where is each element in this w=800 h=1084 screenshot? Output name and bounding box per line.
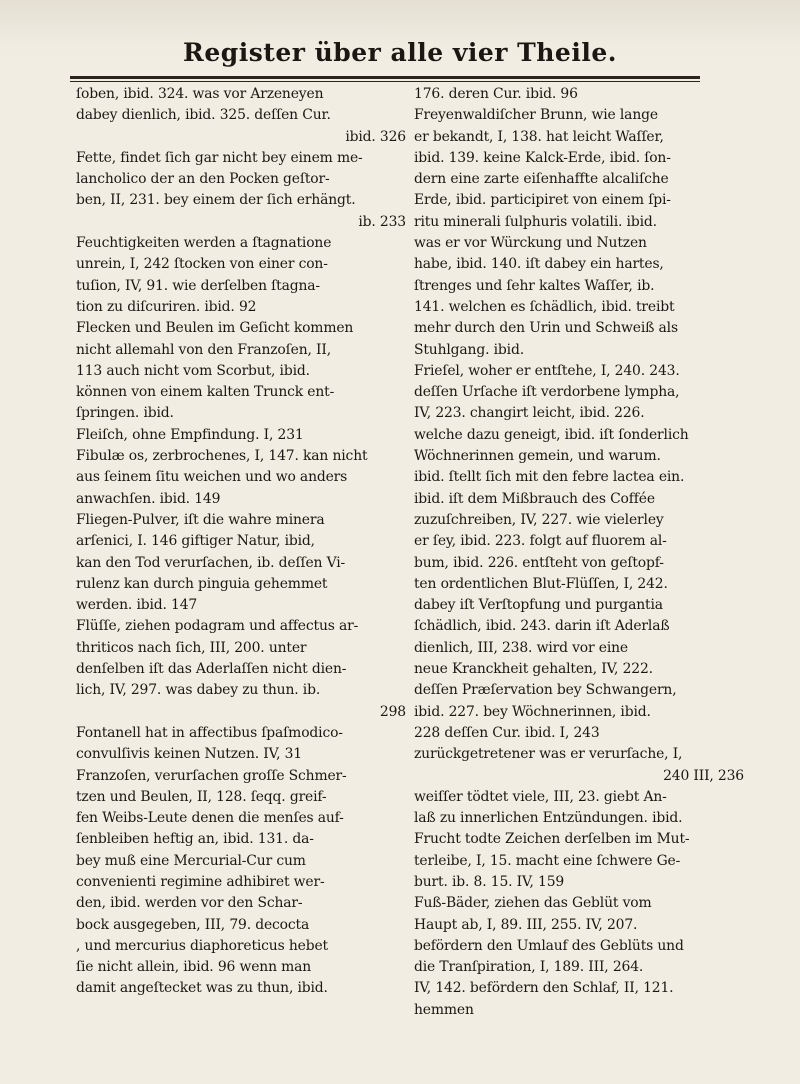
index-line: ibid. 326: [345, 128, 406, 145]
index-line: bum, ibid. 226. entſteht von geſtopf-: [414, 554, 664, 571]
page-header: Register über alle vier Theile.: [183, 38, 617, 67]
index-line: kan den Tod verurſachen, ib. deſſen Vi-: [76, 554, 346, 571]
index-line: er bekandt, I, 138. hat leicht Waſſer,: [414, 128, 664, 145]
index-line: IV, 142. befördern den Schlaf, II, 121.: [414, 980, 674, 997]
index-line: Stuhlgang. ibid.: [414, 341, 524, 358]
index-line: 141. welchen es ſchädlich, ibid. treibt: [414, 298, 675, 315]
index-line: lancholico der an den Pocken geſtor-: [76, 171, 330, 188]
index-line: welche dazu geneigt, ibid. iſt ſonderlich: [414, 426, 689, 443]
index-line: ibid. iſt dem Mißbrauch des Coffée: [414, 490, 655, 507]
index-line: aus ſeinem ſitu weichen und wo anders: [76, 469, 348, 486]
index-line: mehr durch den Urin und Schweiß als: [414, 320, 678, 337]
index-line: ibid. 139. keine Kalck-Erde, ibid. ſon-: [414, 149, 671, 166]
index-line: convenienti regimine adhibiret wer-: [76, 873, 325, 890]
left-column: [76, 84, 406, 1074]
index-line: ſtrenges und ſehr kaltes Waſſer, ib.: [414, 277, 655, 294]
index-line: neue Kranckheit gehalten, IV, 222.: [414, 661, 653, 678]
index-line: unrein, I, 242 ſtocken von einer con-: [76, 256, 328, 273]
index-line: lich, IV, 297. was dabey zu thun. ib.: [76, 682, 321, 699]
index-line: ſoben, ibid. 324. was vor Arzeneyen: [76, 86, 324, 102]
index-line: nicht allemahl von den Franzoſen, II,: [76, 341, 331, 358]
index-line: Frucht todte Zeichen derſelben im Mut-: [414, 831, 690, 848]
index-line: werden. ibid. 147: [76, 597, 198, 614]
index-line: rulenz kan durch pinguia gehemmet: [76, 575, 328, 592]
header-rule-thin: [70, 81, 700, 82]
index-line: ben, II, 231. bey einem der ſich erhängt.: [76, 192, 356, 209]
index-line: den, ibid. werden vor den Schar-: [76, 895, 303, 912]
index-line: dienlich, III, 238. wird vor eine: [414, 639, 629, 656]
index-line: damit angeſtecket was zu thun, ibid.: [76, 980, 328, 997]
index-line: burt. ib. 8. 15. IV, 159: [414, 873, 565, 890]
header-rule-thick: [70, 76, 700, 79]
index-line: ſchädlich, ibid. 243. darin iſt Aderlaß: [414, 618, 670, 635]
index-line: Fuß-Bäder, ziehen das Geblüt vom: [414, 895, 652, 912]
index-line: 113 auch nicht vom Scorbut, ibid.: [76, 362, 310, 379]
index-line: er ſey, ibid. 223. folgt auf fluorem al-: [414, 533, 667, 550]
index-line: tuſion, IV, 91. wie derſelben ſtagna-: [76, 277, 320, 294]
index-line: weiſſer tödtet viele, III, 23. giebt An-: [414, 788, 667, 805]
index-line: 298: [379, 703, 406, 720]
index-line: Wöchnerinnen gemein, und warum.: [414, 448, 661, 465]
index-line: die Tranſpiration, I, 189. III, 264.: [414, 959, 644, 976]
index-line: Haupt ab, I, 89. III, 255. IV, 207.: [414, 916, 638, 933]
index-line: ſenbleiben heftig an, ibid. 131. da-: [76, 831, 314, 848]
index-line: Fette, findet ſich gar nicht bey einem me-: [76, 149, 363, 166]
index-line: thriticos nach ſich, III, 200. unter: [76, 639, 307, 656]
index-line: Flüſſe, ziehen podagram und affectus ar-: [76, 618, 359, 635]
index-line: deſſen Urſache iſt verdorbene lympha,: [414, 384, 680, 401]
index-line: Flecken und Beulen im Geſicht kommen: [76, 320, 354, 337]
index-line: Feuchtigkeiten werden a ſtagnatione: [76, 235, 332, 252]
index-line: befördern den Umlauf des Geblüts und: [414, 937, 684, 954]
index-line: 240 III, 236: [663, 767, 744, 784]
index-line: ſpringen. ibid.: [76, 405, 174, 422]
index-line: Fliegen-Pulver, iſt die wahre minera: [76, 511, 325, 528]
index-line: Franzoſen, verurſachen groſſe Schmer-: [76, 767, 347, 784]
index-line: 176. deren Cur. ibid. 96: [414, 86, 578, 102]
index-line: Freyenwaldiſcher Brunn, wie lange: [414, 107, 658, 124]
index-line: hemmen: [414, 1001, 474, 1018]
index-line: ritu minerali ſulphuris volatili. ibid.: [414, 213, 657, 230]
index-line: fen Weibs-Leute denen die menſes auf-: [76, 810, 344, 827]
index-line: 228 deſſen Cur. ibid. I, 243: [414, 724, 600, 741]
index-line: habe, ibid. 140. iſt dabey ein hartes,: [414, 256, 664, 273]
index-line: bock ausgegeben, III, 79. decocta: [76, 916, 310, 933]
index-line: bey muß eine Mercurial-Cur cum: [76, 852, 306, 869]
index-line: tion zu diſcuriren. ibid. 92: [76, 298, 257, 315]
index-line: zurückgetretener was er verurſache, I,: [414, 746, 683, 763]
index-line: ibid. 227. bey Wöchnerinnen, ibid.: [414, 703, 651, 720]
index-line: denſelben iſt das Aderlaſſen nicht dien-: [76, 661, 347, 678]
index-line: ſie nicht allein, ibid. 96 wenn man: [76, 959, 312, 976]
index-line: anwachſen. ibid. 149: [76, 490, 221, 507]
index-line: ten ordentlichen Blut-Flüſſen, I, 242.: [414, 575, 668, 592]
index-line: Fibulæ os, zerbrochenes, I, 147. kan nicht: [76, 448, 368, 465]
index-line: dern eine zarte eiſenhaffte alcaliſche: [414, 171, 669, 188]
index-line: Fleiſch, ohne Empfindung. I, 231: [76, 426, 304, 443]
index-line: IV, 223. changirt leicht, ibid. 226.: [414, 405, 645, 422]
index-line: Frieſel, woher er entſtehe, I, 240. 243.: [414, 362, 680, 379]
index-line: können von einem kalten Trunck ent-: [76, 384, 335, 401]
index-line: ibid. ſtellt ſich mit den febre lactea ein.: [414, 469, 685, 486]
index-line: was er vor Würckung und Nutzen: [414, 235, 647, 252]
index-line: dabey dienlich, ibid. 325. deſſen Cur.: [76, 107, 331, 124]
index-line: dabey iſt Verſtopfung und purgantia: [414, 597, 663, 614]
index-line: Fontanell hat in affectibus ſpaſmodico-: [76, 724, 343, 741]
index-line: deſſen Præſervation bey Schwangern,: [414, 682, 677, 699]
index-line: tzen und Beulen, II, 128. ſeqq. greif-: [76, 788, 327, 805]
index-line: zuzuſchreiben, IV, 227. wie vielerley: [414, 511, 664, 528]
index-line: ib. 233: [358, 213, 406, 230]
index-line: convulſivis keinen Nutzen. IV, 31: [76, 746, 302, 763]
index-line: , und mercurius diaphoreticus hebet: [76, 937, 328, 954]
index-line: Erde, ibid. participiret von einem ſpi-: [414, 192, 671, 209]
index-line: laß zu innerlichen Entzündungen. ibid.: [414, 810, 683, 827]
right-column: [414, 84, 744, 1074]
index-line: arſenici, I. 146 giftiger Natur, ibid,: [76, 533, 315, 550]
index-line: terleibe, I, 15. macht eine ſchwere Ge-: [414, 852, 681, 869]
